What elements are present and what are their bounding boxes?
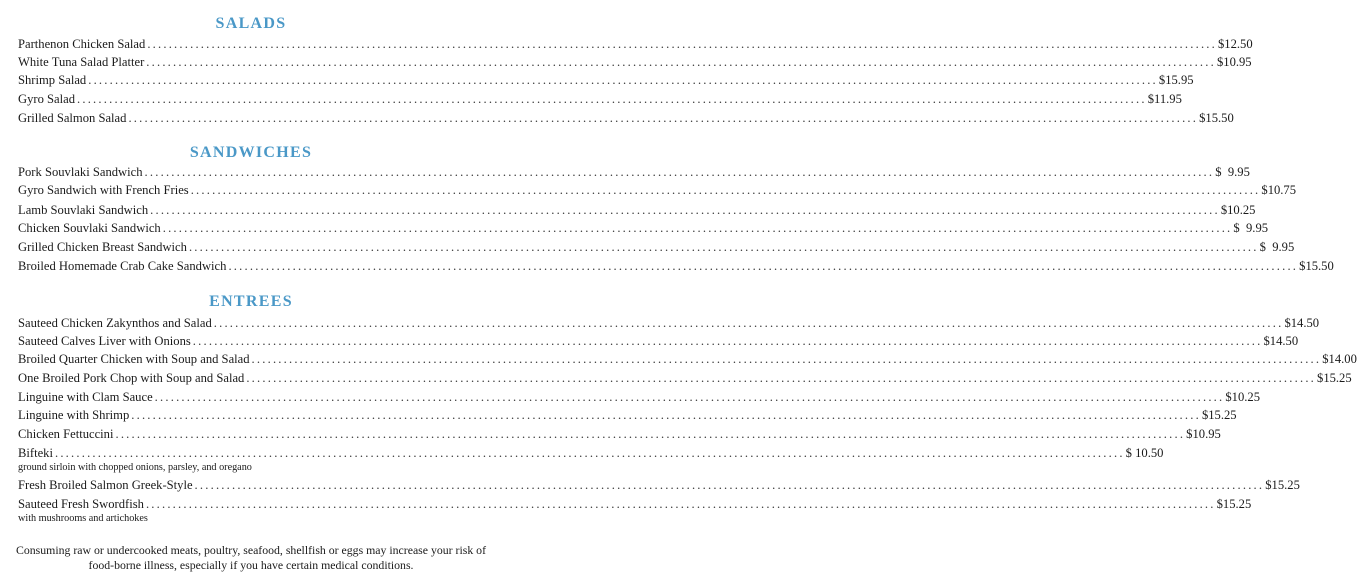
dot-leader: ........................................................................................................................................................................................................ xyxy=(246,371,1317,385)
section-title-entrees: ENTREES xyxy=(209,293,293,310)
menu-item xyxy=(18,497,1252,514)
dot-leader: ........................................................................................................................................................................................................ xyxy=(150,203,1220,217)
menu-item xyxy=(18,165,1250,182)
dot-leader: ........................................................................................................................................................................................................ xyxy=(213,316,1284,330)
menu-item xyxy=(18,478,1300,495)
item-price: $10.95 xyxy=(1216,55,1252,69)
menu-item xyxy=(18,259,1334,276)
item-price: $ 9.95 xyxy=(1233,221,1269,235)
dot-leader: ........................................................................................................................................................................................................ xyxy=(188,240,1259,254)
disclaimer-line: food-borne illness, especially if you have certain medical conditions. xyxy=(88,558,414,572)
item-name: Linguine with Shrimp xyxy=(18,408,130,422)
item-name: Pork Souvlaki Sandwich xyxy=(18,165,143,179)
item-name: Gyro Salad xyxy=(18,92,76,106)
dot-leader: ........................................................................................................................................................................................................ xyxy=(154,390,1225,404)
item-price: $12.50 xyxy=(1218,37,1253,51)
menu-item xyxy=(18,37,1253,54)
item-price: $ 10.50 xyxy=(1125,446,1164,460)
item-price: $10.95 xyxy=(1186,427,1221,441)
menu-item xyxy=(18,183,1297,200)
item-description: with mushrooms and artichokes xyxy=(18,513,148,524)
item-name: Fresh Broiled Salmon Greek-Style xyxy=(18,478,193,492)
item-name: Parthenon Chicken Salad xyxy=(18,37,146,51)
menu-item xyxy=(18,390,1260,407)
item-name: Chicken Souvlaki Sandwich xyxy=(18,221,161,235)
menu-item xyxy=(18,111,1234,128)
item-price: $14.50 xyxy=(1284,316,1320,330)
item-name: Sauteed Fresh Swordfish xyxy=(18,497,144,511)
dot-leader: ........................................................................................................................................................................................................ xyxy=(88,73,1158,87)
item-price: $15.25 xyxy=(1317,371,1352,385)
item-name: Lamb Souvlaki Sandwich xyxy=(18,203,149,217)
dot-leader: ........................................................................................................................................................................................................ xyxy=(162,221,1233,235)
menu-item xyxy=(18,316,1320,333)
item-description: ground sirloin with chopped onions, parsley, and oregano xyxy=(18,462,252,473)
item-price: $ 9.95 xyxy=(1259,240,1295,254)
item-name: Shrimp Salad xyxy=(18,73,87,87)
item-price: $11.95 xyxy=(1147,92,1182,106)
dot-leader: ........................................................................................................................................................................................................ xyxy=(115,427,1186,441)
item-name: White Tuna Salad Platter xyxy=(18,55,145,69)
dot-leader: ........................................................................................................................................................................................................ xyxy=(147,37,1217,51)
dot-leader: ........................................................................................................................................................................................................ xyxy=(146,55,1216,69)
item-price: $15.50 xyxy=(1199,111,1234,125)
item-name: Bifteki xyxy=(18,446,53,460)
dot-leader: ........................................................................................................................................................................................................ xyxy=(251,352,1322,366)
menu-item xyxy=(18,371,1352,388)
menu-item xyxy=(18,92,1182,109)
item-price: $14.50 xyxy=(1263,334,1299,348)
item-price: $15.25 xyxy=(1216,497,1252,511)
item-price: $10.25 xyxy=(1220,203,1256,217)
menu-item xyxy=(18,427,1221,444)
disclaimer-line: Consuming raw or undercooked meats, poultry, seafood, shellfish or eggs may increase your risk of xyxy=(15,543,486,557)
item-price: $15.25 xyxy=(1201,408,1237,422)
item-name: Linguine with Clam Sauce xyxy=(18,390,153,404)
menu-item xyxy=(18,221,1269,238)
item-name: One Broiled Pork Chop with Soup and Salad xyxy=(18,371,245,385)
menu-item xyxy=(18,240,1295,257)
dot-leader: ........................................................................................................................................................................................................ xyxy=(194,478,1265,492)
item-name: Sauteed Chicken Zakynthos and Salad xyxy=(18,316,212,330)
section-title-sandwiches: SANDWICHES xyxy=(189,144,313,161)
item-name: Grilled Salmon Salad xyxy=(18,111,127,125)
item-price: $15.50 xyxy=(1299,259,1334,273)
dot-leader: ........................................................................................................................................................................................................ xyxy=(192,334,1263,348)
item-name: Sauteed Calves Liver with Onions xyxy=(18,334,191,348)
item-price: $10.75 xyxy=(1261,183,1297,197)
menu-item xyxy=(18,334,1299,351)
health-disclaimer xyxy=(0,543,502,573)
item-price: $ 9.95 xyxy=(1215,165,1250,179)
dot-leader: ........................................................................................................................................................................................................ xyxy=(145,497,1216,511)
item-name: Grilled Chicken Breast Sandwich xyxy=(18,240,187,254)
item-name: Broiled Quarter Chicken with Soup and Salad xyxy=(18,352,250,366)
item-price: $14.00 xyxy=(1322,352,1357,366)
dot-leader: ........................................................................................................................................................................................................ xyxy=(144,165,1215,179)
menu-item xyxy=(18,352,1357,369)
item-name: Broiled Homemade Crab Cake Sandwich xyxy=(18,259,227,273)
dot-leader: ........................................................................................................................................................................................................ xyxy=(54,446,1125,460)
dot-leader: ........................................................................................................................................................................................................ xyxy=(190,183,1261,197)
dot-leader: ........................................................................................................................................................................................................ xyxy=(131,408,1201,422)
item-name: Gyro Sandwich with French Fries xyxy=(18,183,189,197)
menu-item xyxy=(18,408,1237,425)
dot-leader: ........................................................................................................................................................................................................ xyxy=(228,259,1299,273)
item-price: $15.95 xyxy=(1158,73,1194,87)
menu-item xyxy=(18,446,1164,463)
dot-leader: ........................................................................................................................................................................................................ xyxy=(128,111,1199,125)
item-name: Chicken Fettuccini xyxy=(18,427,114,441)
menu-item xyxy=(18,73,1194,90)
item-price: $15.25 xyxy=(1265,478,1300,492)
section-title-salads: SALADS xyxy=(215,15,287,32)
dot-leader: ........................................................................................................................................................................................................ xyxy=(77,92,1147,106)
menu-item xyxy=(18,203,1256,220)
item-price: $10.25 xyxy=(1225,390,1260,404)
menu-item xyxy=(18,55,1252,72)
